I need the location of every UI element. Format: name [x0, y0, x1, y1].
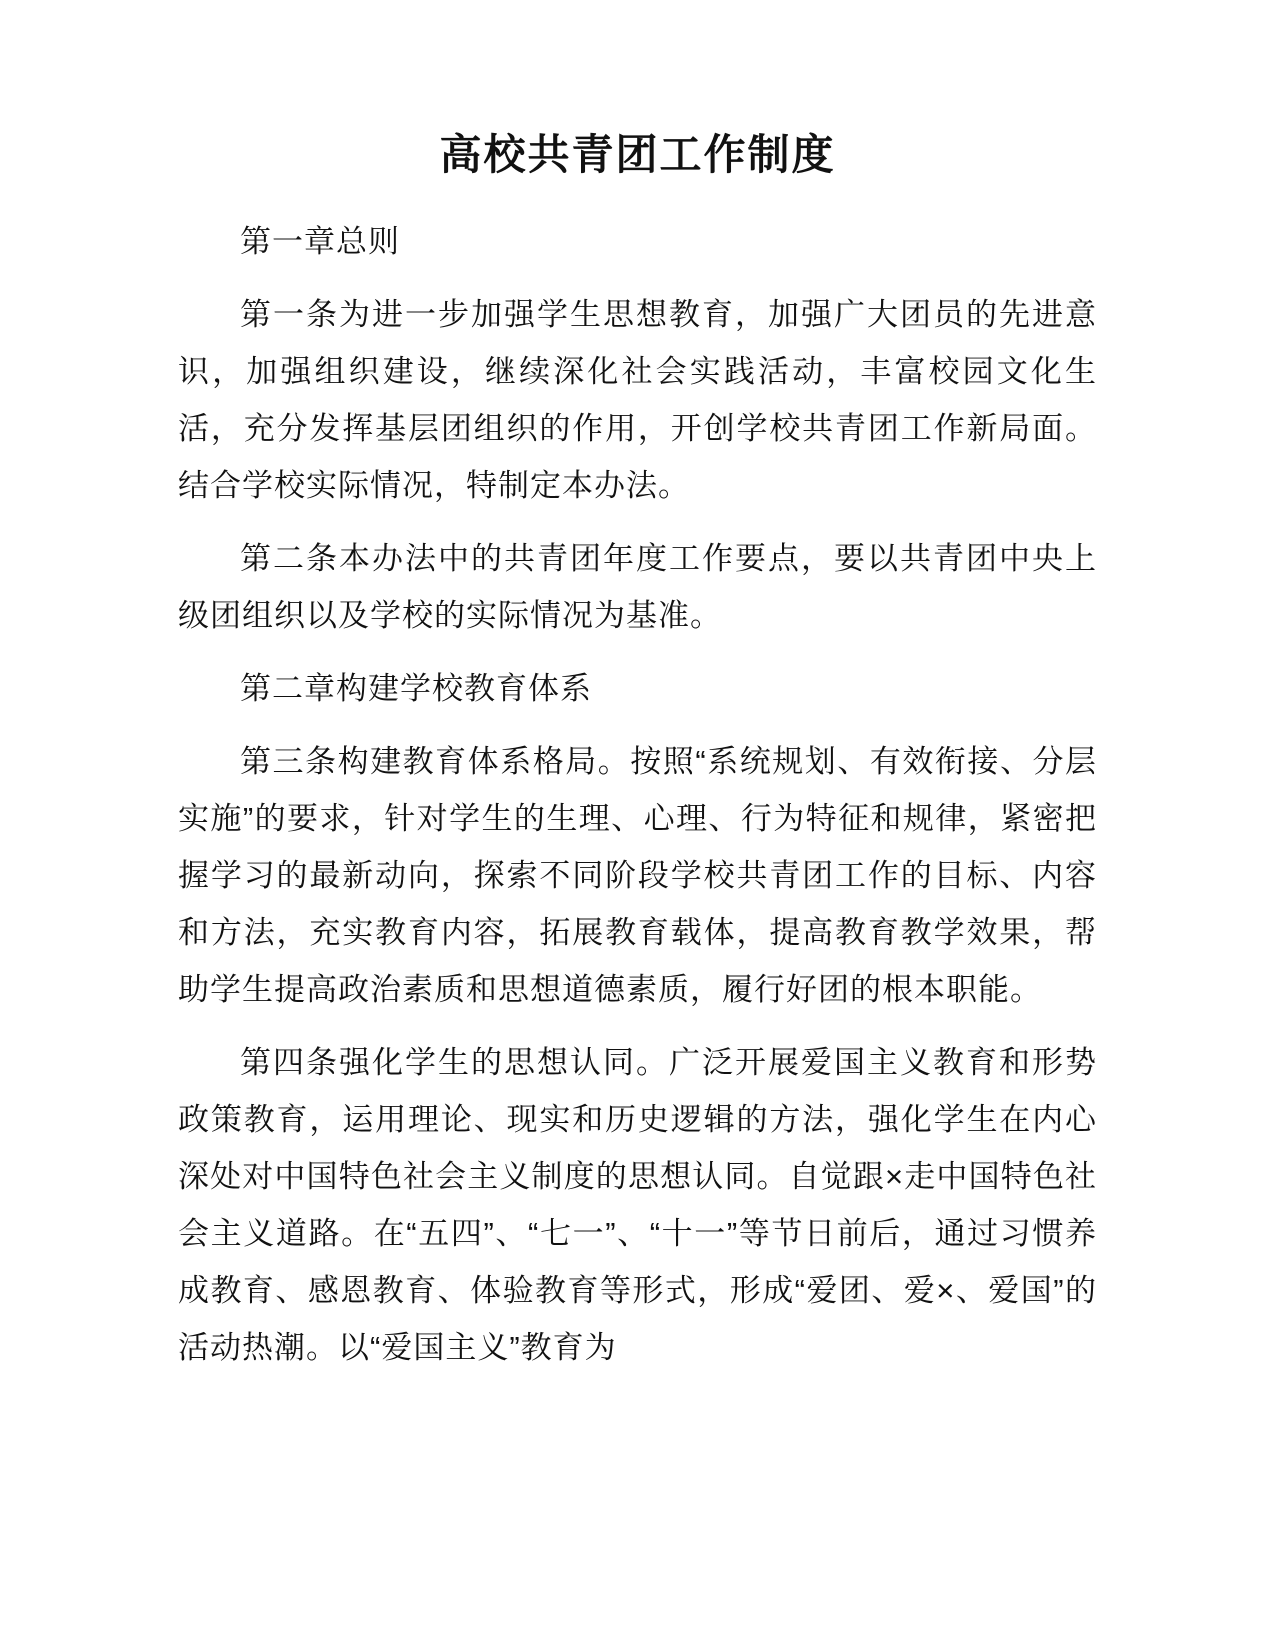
chapter-heading-1: 第一章总则	[240, 223, 400, 259]
chapter-heading-2: 第二章构建学校教育体系	[240, 670, 592, 706]
paragraph-article-1: 第一条为进一步加强学生思想教育，加强广大团员的先进意识，加强组织建设，继续深化社会实践活动，丰富校园文化生活，充分发挥基层团组织的作用，开创学校共青团工作新局面。结合学校实际情况，特制定本办法。	[178, 296, 1097, 503]
paragraph-article-3: 第三条构建教育体系格局。按照“系统规划、有效衔接、分层实施”的要求，针对学生的生理、心理、行为特征和规律，紧密把握学习的最新动向，探索不同阶段学校共青团工作的目标、内容和方法，充实教育内容，拓展教育载体，提高教育教学效果，帮助学生提高政治素质和思想道德素质，履行好团的根本职能。	[178, 743, 1097, 1007]
paragraph-article-2: 第二条本办法中的共青团年度工作要点，要以共青团中央上级团组织以及学校的实际情况为基准。	[178, 540, 1097, 633]
document-title: 高校共青团工作制度	[439, 131, 836, 178]
paragraph-article-4: 第四条强化学生的思想认同。广泛开展爱国主义教育和形势政策教育，运用理论、现实和历史逻辑的方法，强化学生在内心深处对中国特色社会主义制度的思想认同。自觉跟×走中国特色社会主义道路。在“五四”、“七一”、“十一”等节日前后，通过习惯养成教育、感恩教育、体验教育等形式，形成“爱团、爱×、爱国”的活动热潮。以“爱国主义”教育为	[178, 1044, 1097, 1365]
